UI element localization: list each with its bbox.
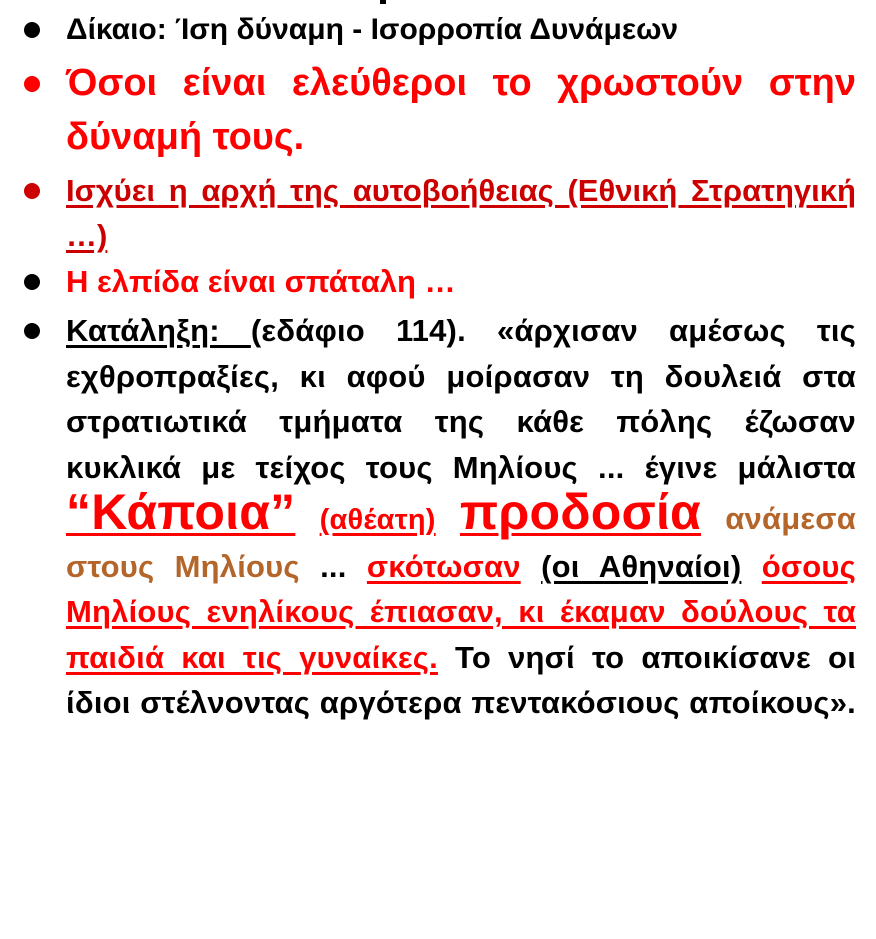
bullet-dot	[24, 22, 40, 38]
killed-text: σκότωσαν	[366, 548, 521, 584]
bullet-dot	[24, 76, 40, 92]
bullet-self-help	[66, 168, 856, 258]
justice-label: Δίκαιο:	[66, 13, 167, 46]
ending-text: Το νησί το αποικίσανε οι ίδιοι στέλνοντας αργότερα πεντακόσιους αποίκους».	[66, 639, 857, 720]
conclusion-label: Κατάληξη:	[66, 313, 251, 348]
bullet-conclusion	[66, 308, 856, 726]
bullet-justice	[66, 4, 856, 56]
bullet-dot	[24, 183, 40, 199]
hope-text: Η ελπίδα είναι σπάταλη …	[66, 264, 456, 299]
betrayal-quoted: “Κάποια”	[66, 484, 296, 540]
conclusion-intro: (εδάφιο 114). «άρχισαν αμέσως τις εχθροπραξίες, κι αφού μοίρασαν τη δουλειά στα στρατιωτικά τμήματα της κάθε πόλης έζωσαν κυκλικά με τείχος τους Μηλίους ... έγινε μάλιστα	[66, 313, 856, 485]
self-help-text: Ισχύει η αρχή της αυτοβοήθειας (Εθνική Στρατηγική …)	[66, 173, 856, 253]
bullet-freedom	[66, 56, 856, 164]
bullet-dot	[24, 323, 40, 339]
ellipsis: ...	[299, 548, 367, 584]
victims-text: όσους Μηλίους ενηλίκους έπιασαν, κι έκαμαν δούλους τα παιδιά και τις γυναίκες.	[66, 548, 856, 675]
betrayal-word: προδοσία	[459, 484, 701, 540]
bullet-hope	[66, 258, 856, 306]
athenians-text: (οι Αθηναίοι)	[541, 548, 742, 584]
among-melians: ανάμεσα στους Μηλίους	[66, 501, 856, 584]
bullet-dot	[24, 274, 40, 290]
freedom-text: Όσοι είναι ελεύθεροι το χρωστούν στην δύναμή τους.	[66, 62, 856, 158]
justice-text: Ίση δύναμη - Ισορροπία Δυνάμεων	[166, 13, 679, 46]
betrayal-aside: (αθέατη)	[319, 504, 436, 536]
slide-content	[0, 4, 876, 726]
